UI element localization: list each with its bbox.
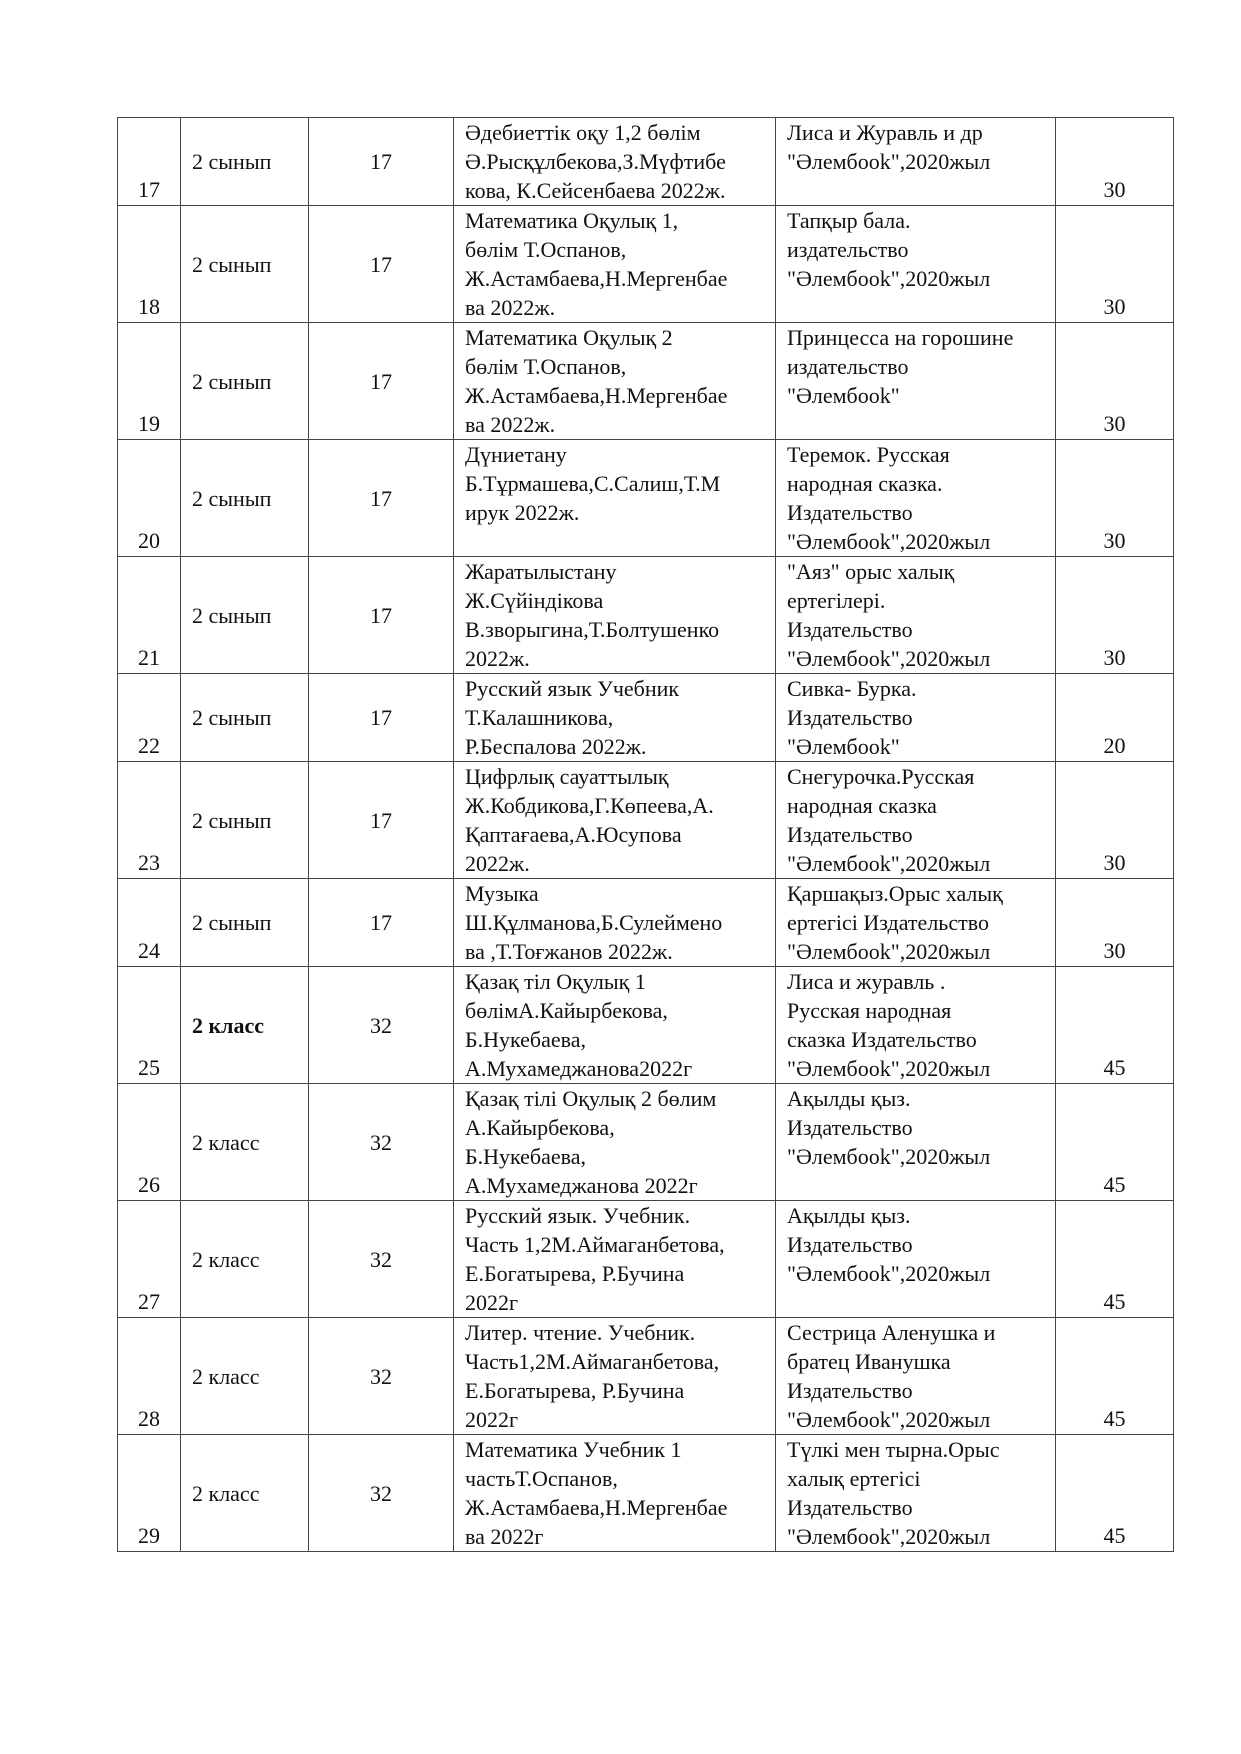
row-number: 26 bbox=[118, 1084, 181, 1201]
class-name: 2 сынып bbox=[181, 879, 309, 967]
student-count: 17 bbox=[309, 440, 454, 557]
row-number: 25 bbox=[118, 967, 181, 1084]
class-name: 2 сынып bbox=[181, 206, 309, 323]
fiction-title: Принцесса на горошине издательство "Әлембook" bbox=[776, 323, 1056, 440]
textbook-title: Русский язык Учебник Т.Калашникова, Р.Беспалова 2022ж. bbox=[454, 674, 776, 762]
row-number: 23 bbox=[118, 762, 181, 879]
textbook-title: Әдебиеттік оқу 1,2 бөлім Ә.Рысқұлбекова,З.Мүфтибе кова, К.Сейсенбаева 2022ж. bbox=[454, 118, 776, 206]
class-name: 2 класс bbox=[181, 1318, 309, 1435]
fiction-title: "Аяз" орыс халық ертегілері. Издательство "Әлембook",2020жыл bbox=[776, 557, 1056, 674]
row-number: 17 bbox=[118, 118, 181, 206]
row-number: 21 bbox=[118, 557, 181, 674]
books-table-body bbox=[118, 118, 1174, 1552]
row-number: 28 bbox=[118, 1318, 181, 1435]
fiction-title: Қаршақыз.Орыс халық ертегісі Издательство "Әлембook",2020жыл bbox=[776, 879, 1056, 967]
book-quantity: 45 bbox=[1056, 1435, 1174, 1552]
textbook-title: Қазақ тілі Оқулық 2 бөлим А.Кайырбекова, Б.Нукебаева, А.Мухамеджанова 2022г bbox=[454, 1084, 776, 1201]
fiction-title: Сивка- Бурка. Издательство "Әлембook" bbox=[776, 674, 1056, 762]
textbook-title: Цифрлық сауаттылық Ж.Кобдикова,Г.Көпеева,А. Қаптағаева,А.Юсупова 2022ж. bbox=[454, 762, 776, 879]
row-number: 20 bbox=[118, 440, 181, 557]
class-name: 2 сынып bbox=[181, 118, 309, 206]
student-count: 17 bbox=[309, 674, 454, 762]
textbook-title: Русский язык. Учебник. Часть 1,2М.Аймаганбетова, Е.Богатырева, Р.Бучина 2022г bbox=[454, 1201, 776, 1318]
table-row bbox=[118, 762, 1174, 879]
class-name: 2 класс bbox=[181, 1201, 309, 1318]
table-row bbox=[118, 967, 1174, 1084]
table-row bbox=[118, 1084, 1174, 1201]
row-number: 18 bbox=[118, 206, 181, 323]
textbook-title: Жаратылыстану Ж.Сүйіндікова В.зворыгина,Т.Болтушенко 2022ж. bbox=[454, 557, 776, 674]
fiction-title: Ақылды қыз. Издательство "Әлембook",2020жыл bbox=[776, 1084, 1056, 1201]
book-quantity: 30 bbox=[1056, 879, 1174, 967]
table-row bbox=[118, 440, 1174, 557]
student-count: 32 bbox=[309, 1201, 454, 1318]
book-quantity: 30 bbox=[1056, 118, 1174, 206]
book-quantity: 45 bbox=[1056, 1318, 1174, 1435]
student-count: 17 bbox=[309, 206, 454, 323]
textbook-title: Дүниетану Б.Тұрмашева,С.Салиш,Т.М ирук 2022ж. bbox=[454, 440, 776, 557]
table-row bbox=[118, 323, 1174, 440]
table-row bbox=[118, 118, 1174, 206]
book-quantity: 30 bbox=[1056, 557, 1174, 674]
class-name: 2 класс bbox=[181, 1084, 309, 1201]
fiction-title: Снегурочка.Русская народная сказка Издательство "Әлембook",2020жыл bbox=[776, 762, 1056, 879]
table-row bbox=[118, 1201, 1174, 1318]
book-quantity: 30 bbox=[1056, 206, 1174, 323]
book-quantity: 30 bbox=[1056, 762, 1174, 879]
book-quantity: 30 bbox=[1056, 323, 1174, 440]
table-row bbox=[118, 1435, 1174, 1552]
row-number: 24 bbox=[118, 879, 181, 967]
student-count: 32 bbox=[309, 967, 454, 1084]
textbook-title: Математика Оқулық 1, бөлім Т.Оспанов, Ж.Астамбаева,Н.Мергенбае ва 2022ж. bbox=[454, 206, 776, 323]
table-row bbox=[118, 557, 1174, 674]
book-quantity: 45 bbox=[1056, 1084, 1174, 1201]
table-row bbox=[118, 879, 1174, 967]
fiction-title: Лиса и Журавль и др "Әлембook",2020жыл bbox=[776, 118, 1056, 206]
textbook-title: Музыка Ш.Құлманова,Б.Сулейменo ва ,Т.Тоғжанов 2022ж. bbox=[454, 879, 776, 967]
class-name: 2 сынып bbox=[181, 440, 309, 557]
class-name: 2 сынып bbox=[181, 674, 309, 762]
fiction-title: Ақылды қыз. Издательство "Әлембook",2020жыл bbox=[776, 1201, 1056, 1318]
fiction-title: Сестрица Аленушка и братец Иванушка Издательство "Әлембook",2020жыл bbox=[776, 1318, 1056, 1435]
textbook-title: Литер. чтение. Учебник. Часть1,2М.Аймаганбетова, Е.Богатырева, Р.Бучина 2022г bbox=[454, 1318, 776, 1435]
fiction-title: Теремок. Русская народная сказка. Издательство "Әлембook",2020жыл bbox=[776, 440, 1056, 557]
book-quantity: 30 bbox=[1056, 440, 1174, 557]
student-count: 17 bbox=[309, 323, 454, 440]
class-name: 2 класс bbox=[181, 967, 309, 1084]
table-row bbox=[118, 674, 1174, 762]
book-quantity: 45 bbox=[1056, 1201, 1174, 1318]
book-quantity: 45 bbox=[1056, 967, 1174, 1084]
student-count: 32 bbox=[309, 1435, 454, 1552]
student-count: 32 bbox=[309, 1084, 454, 1201]
row-number: 29 bbox=[118, 1435, 181, 1552]
table-row bbox=[118, 206, 1174, 323]
fiction-title: Тапқыр бала. издательство "Әлембook",2020жыл bbox=[776, 206, 1056, 323]
textbook-title: Математика Оқулық 2 бөлім Т.Оспанов, Ж.Астамбаева,Н.Мергенбае ва 2022ж. bbox=[454, 323, 776, 440]
student-count: 17 bbox=[309, 879, 454, 967]
textbook-title: Қазақ тіл Оқулық 1 бөлімА.Кайырбекова, Б.Нукебаева, А.Мухамеджанова2022г bbox=[454, 967, 776, 1084]
textbook-title: Математика Учебник 1 частьТ.Оспанов, Ж.Астамбаева,Н.Мергенбае ва 2022г bbox=[454, 1435, 776, 1552]
student-count: 17 bbox=[309, 118, 454, 206]
class-name: 2 класс bbox=[181, 1435, 309, 1552]
row-number: 27 bbox=[118, 1201, 181, 1318]
class-name: 2 сынып bbox=[181, 557, 309, 674]
books-table bbox=[117, 117, 1174, 1552]
fiction-title: Лиса и журавль . Русская народная сказка Издательство "Әлембook",2020жыл bbox=[776, 967, 1056, 1084]
fiction-title: Түлкі мен тырна.Орыс халық ертегісі Издательство "Әлембook",2020жыл bbox=[776, 1435, 1056, 1552]
class-name: 2 сынып bbox=[181, 323, 309, 440]
row-number: 22 bbox=[118, 674, 181, 762]
table-row bbox=[118, 1318, 1174, 1435]
student-count: 17 bbox=[309, 557, 454, 674]
class-name: 2 сынып bbox=[181, 762, 309, 879]
student-count: 17 bbox=[309, 762, 454, 879]
student-count: 32 bbox=[309, 1318, 454, 1435]
row-number: 19 bbox=[118, 323, 181, 440]
book-quantity: 20 bbox=[1056, 674, 1174, 762]
